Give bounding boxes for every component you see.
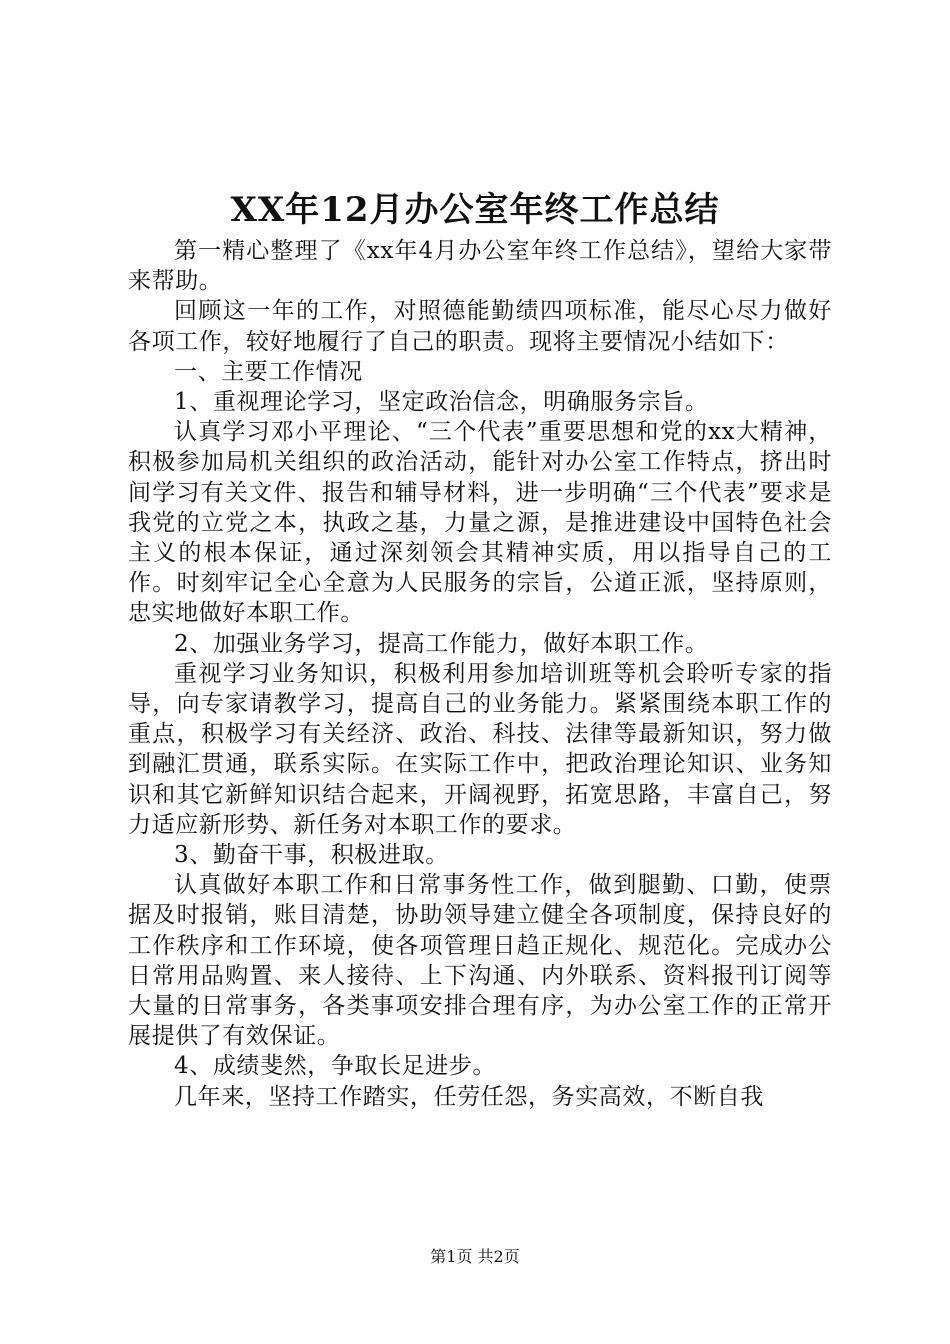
page-footer: 第1页 共2页 [430, 1247, 520, 1266]
paragraph-intro: 第一精心整理了《xx年4月办公室年终工作总结》，望给大家带来帮助。 [128, 238, 832, 295]
document-title: XX年12月办公室年终工作总结 [230, 190, 720, 230]
paragraph-theory-study: 认真学习邓小平理论、“三个代表”重要思想和党的xx大精神，积极参加局机关组织的政治活动，能针对办公室工作特点，挤出时间学习有关文件、报告和辅导材料，进一步明确“三个代表”要求是我党的立党之本，执政之基，力量之源，是推进建设中国特色社会主义的根本保证，通过深刻领会其精神实质，用以指导自己的工作。时刻牢记全心全意为人民服务的宗旨，公道正派，坚持原则，忠实地做好本职工作。 [128, 419, 832, 627]
paragraph-achievements: 几年来，坚持工作踏实，任劳任怨，务实高效，不断自我 [174, 1083, 764, 1110]
subheading-business-study: 2、加强业务学习，提高工作能力，做好本职工作。 [174, 630, 709, 657]
section-heading-main-work: 一、主要工作情况 [174, 358, 363, 385]
subheading-theory-study: 1、重视理论学习，坚定政治信念，明确服务宗旨。 [174, 389, 709, 416]
paragraph-business-study: 重视学习业务知识，积极利用参加培训班等机会聆听专家的指导，向专家请教学习，提高自己的业务能力。紧紧围绕本职工作的重点，积极学习有关经济、政治、科技、法律等最新知识，努力做到融汇贯通，联系实际。在实际工作中，把政治理论知识、业务知识和其它新鲜知识结合起来，开阔视野，拓宽思路，丰富自己，努力适应新形势、新任务对本职工作的要求。 [128, 660, 832, 838]
subheading-diligent-work: 3、勤奋干事，积极进取。 [174, 842, 449, 869]
paragraph-review: 回顾这一年的工作，对照德能勤绩四项标准，能尽心尽力做好各项工作，较好地履行了自己的职责。现将主要情况小结如下： [128, 298, 832, 355]
paragraph-diligent-work: 认真做好本职工作和日常事务性工作，做到腿勤、口勤，使票据及时报销，账目清楚，协助领导建立健全各项制度，保持良好的工作秩序和工作环境，使各项管理日趋正规化、规范化。完成办公日常用品购置、来人接待、上下沟通、内外联系、资料报刊订阅等大量的日常事务，各类事项安排合理有序，为办公室工作的正常开展提供了有效保证。 [128, 872, 832, 1050]
subheading-achievements: 4、成绩斐然，争取长足进步。 [174, 1053, 497, 1080]
document-body [128, 236, 832, 1112]
